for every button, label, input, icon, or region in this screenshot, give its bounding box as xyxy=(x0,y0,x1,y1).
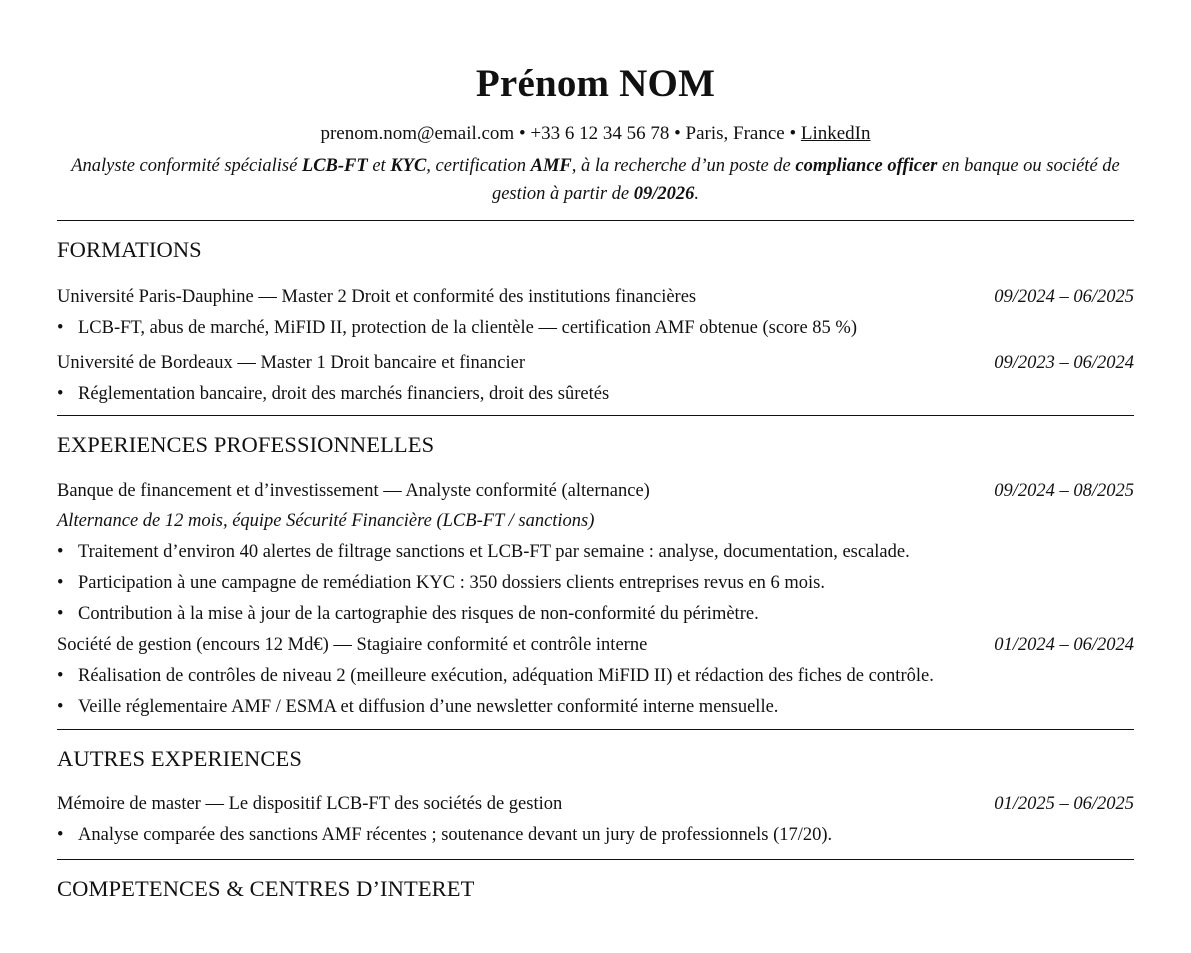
entry-subtitle: Alternance de 12 mois, équipe Sécurité Financière (LCB-FT / sanctions) xyxy=(57,511,595,531)
list-item xyxy=(57,571,1134,595)
bullet-list xyxy=(57,664,1134,719)
summary-text: en banque ou société de gestion à partir de xyxy=(491,156,1120,204)
summary-keyword: compliance officer xyxy=(795,156,938,176)
separator: • xyxy=(789,123,797,144)
section-divider xyxy=(57,415,1134,416)
list-item xyxy=(57,695,1134,719)
summary-text: Analyste conformité spécialisé xyxy=(71,156,302,176)
section-experiences xyxy=(57,431,1134,719)
summary-keyword: LCB-FT xyxy=(301,156,368,176)
summary-keyword: 09/2026 xyxy=(633,184,695,204)
summary-text: et xyxy=(367,156,391,176)
bullet-text: Participation à une campagne de remédiation KYC : 350 dossiers clients entreprises revus en 6 mois. xyxy=(78,573,826,593)
bullet-text: Réglementation bancaire, droit des marchés financiers, droit des sûretés xyxy=(78,384,610,404)
entry-date: 09/2024 – 08/2025 xyxy=(994,481,1134,501)
section-formations xyxy=(57,236,1134,406)
bullet-icon: • xyxy=(57,697,64,717)
list-item xyxy=(57,664,1134,688)
section-autres-experiences xyxy=(57,745,1134,847)
entry-date: 09/2024 – 06/2025 xyxy=(994,287,1134,307)
separator: • xyxy=(674,123,681,144)
list-item xyxy=(57,540,1134,564)
section-divider xyxy=(57,220,1134,221)
bullet-text: Contribution à la mise à jour de la cartographie des risques de non-conformité du périmètre. xyxy=(78,604,759,624)
entry-title: Banque de financement et d’investissement — Analyste conformité (alternance) xyxy=(57,481,650,501)
entry-header xyxy=(57,633,1134,657)
bullet-icon: • xyxy=(57,384,64,404)
resume-page xyxy=(57,0,1134,903)
entry-date: 01/2025 – 06/2025 xyxy=(994,794,1134,814)
list-item xyxy=(57,316,1134,340)
bullet-icon: • xyxy=(57,825,64,845)
bullet-text: Veille réglementaire AMF / ESMA et diffusion d’une newsletter conformité interne mensuelle. xyxy=(78,697,779,717)
candidate-name: Prénom NOM xyxy=(475,62,716,105)
email: prenom.nom@email.com xyxy=(320,123,515,144)
contact-line xyxy=(57,122,1134,146)
bullet-text: Analyse comparée des sanctions AMF récentes ; soutenance devant un jury de professionnels (17/20). xyxy=(78,825,833,845)
entry-date: 01/2024 – 06/2024 xyxy=(994,635,1134,655)
bullet-icon: • xyxy=(57,604,64,624)
entry-title: Société de gestion (encours 12 Md€) — Stagiaire conformité et contrôle interne xyxy=(57,635,648,655)
section-divider xyxy=(57,859,1134,860)
separator: • xyxy=(518,123,526,144)
entry-date: 09/2023 – 06/2024 xyxy=(994,353,1134,373)
list-item xyxy=(57,602,1134,626)
summary-keyword: AMF xyxy=(530,156,572,176)
linkedin-link[interactable]: LinkedIn xyxy=(800,123,871,144)
section-competences xyxy=(57,875,1134,903)
entry-header xyxy=(57,479,1134,503)
section-divider xyxy=(57,729,1134,730)
entry-header xyxy=(57,351,1134,375)
entry-header xyxy=(57,792,1134,816)
bullet-icon: • xyxy=(57,542,64,562)
location: Paris, France xyxy=(685,123,785,144)
section-title: COMPETENCES & CENTRES D’INTERET xyxy=(57,876,475,901)
list-item xyxy=(57,823,1134,847)
entry-header xyxy=(57,285,1134,309)
bullet-text: LCB-FT, abus de marché, MiFID II, protection de la clientèle — certification AMF obtenue (score 85 %) xyxy=(78,318,857,338)
bullet-list xyxy=(57,316,1134,340)
list-item xyxy=(57,382,1134,406)
profile-summary xyxy=(57,152,1134,208)
bullet-list xyxy=(57,382,1134,406)
bullet-list xyxy=(57,540,1134,626)
section-title: EXPERIENCES PROFESSIONNELLES xyxy=(57,432,435,457)
entry-title: Université Paris-Dauphine — Master 2 Droit et conformité des institutions financières xyxy=(57,287,697,307)
phone: +33 6 12 34 56 78 xyxy=(530,123,670,144)
bullet-icon: • xyxy=(57,573,64,593)
entry-title: Mémoire de master — Le dispositif LCB-FT des sociétés de gestion xyxy=(57,794,563,814)
summary-keyword: KYC xyxy=(390,156,427,176)
summary-text: . xyxy=(694,184,700,204)
summary-text: , certification xyxy=(426,156,531,176)
bullet-icon: • xyxy=(57,666,64,686)
bullet-text: Traitement d’environ 40 alertes de filtrage sanctions et LCB-FT par semaine : analyse, documentation, escalade. xyxy=(78,542,910,562)
bullet-list xyxy=(57,823,1134,847)
section-title: AUTRES EXPERIENCES xyxy=(57,746,302,771)
bullet-icon: • xyxy=(57,318,64,338)
bullet-text: Réalisation de contrôles de niveau 2 (meilleure exécution, adéquation MiFID II) et rédaction des fiches de contrôle. xyxy=(78,666,934,686)
summary-text: , à la recherche d’un poste de xyxy=(571,156,796,176)
section-title: FORMATIONS xyxy=(57,237,202,262)
entry-title: Université de Bordeaux — Master 1 Droit bancaire et financier xyxy=(57,353,525,373)
